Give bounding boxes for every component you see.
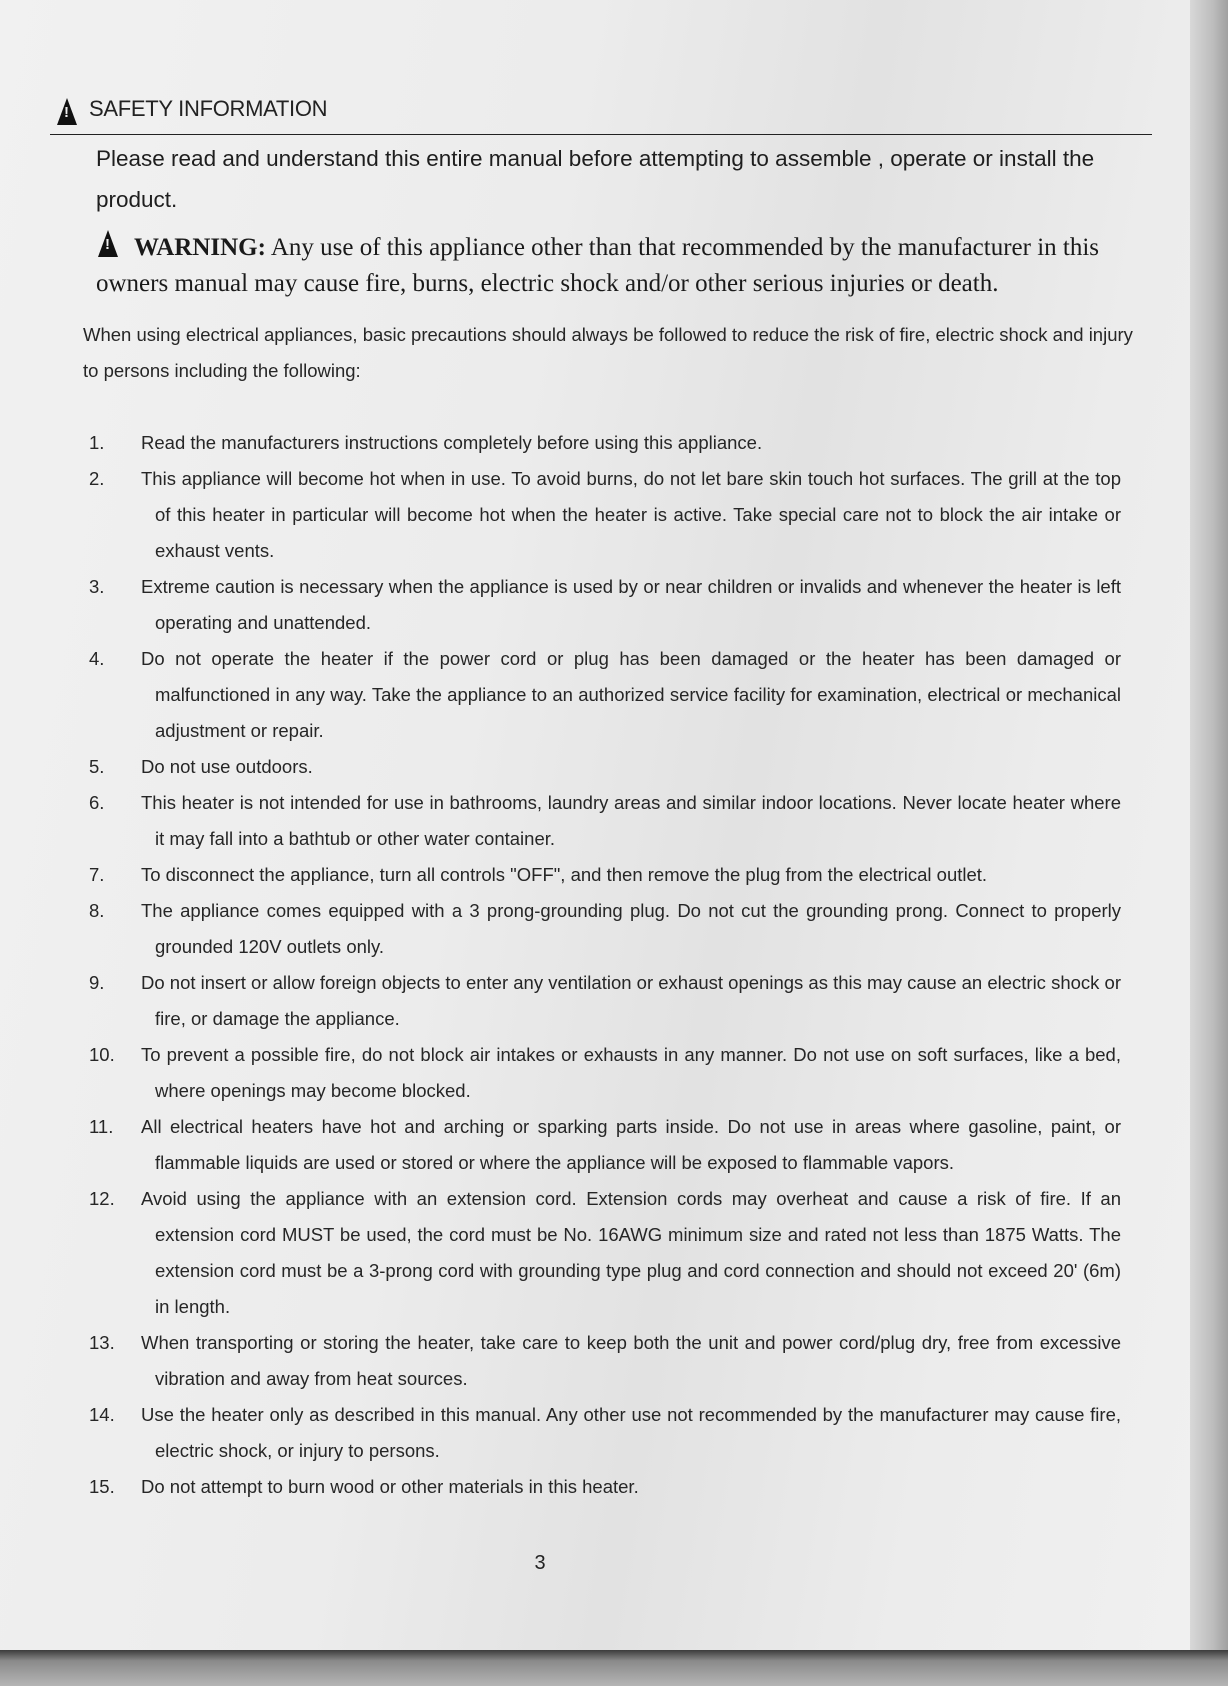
list-item-text: Do not operate the heater if the power cord or plug has been damaged or the heater has been damaged or malfunctioned in any way. Take the appliance to an authorized service facility for examination, electrical or mechanical adjustment or repair. (141, 648, 1121, 741)
list-item (89, 1325, 1121, 1397)
list-item-text: The appliance comes equipped with a 3 prong-grounding plug. Do not cut the grounding prong. Connect to properly grounded 120V outlets only. (141, 900, 1121, 957)
list-item-number: 12. (89, 1188, 115, 1209)
list-item-number: 5. (89, 756, 105, 777)
page-edge-shadow (0, 1650, 1228, 1686)
safety-list (89, 425, 1121, 1505)
list-item (89, 641, 1121, 749)
list-item (89, 893, 1121, 965)
warning-triangle-icon (57, 98, 77, 125)
list-item (89, 1181, 1121, 1325)
list-item (89, 1469, 1121, 1505)
list-item-number: 13. (89, 1332, 115, 1353)
list-item (89, 749, 1121, 785)
list-item-number: 7. (89, 864, 105, 885)
list-item-text: Do not insert or allow foreign objects to enter any ventilation or exhaust openings as this may cause an electric shock or fire, or damage the appliance. (141, 972, 1121, 1029)
list-item (89, 785, 1121, 857)
list-item (89, 965, 1121, 1037)
list-item-number: 1. (89, 432, 105, 453)
list-item-number: 14. (89, 1404, 115, 1425)
list-item-text: To disconnect the appliance, turn all controls "OFF", and then remove the plug from the electrical outlet. (141, 864, 988, 885)
list-item-text: When transporting or storing the heater, take care to keep both the unit and power cord/plug dry, free from excessive vibration and away from heat sources. (141, 1332, 1121, 1389)
list-item-number: 10. (89, 1044, 115, 1065)
list-item (89, 1109, 1121, 1181)
list-item-number: 3. (89, 576, 105, 597)
section-header (50, 90, 1152, 135)
list-item-text: To prevent a possible fire, do not block air intakes or exhausts in any manner. Do not use on soft surfaces, like a bed, where openings may become blocked. (141, 1044, 1121, 1101)
list-item-text: This heater is not intended for use in bathrooms, laundry areas and similar indoor locations. Never locate heater where it may fall into a bathtub or other water container. (141, 792, 1121, 849)
list-item-text: Use the heater only as described in this manual. Any other use not recommended by the manufacturer may cause fire, electric shock, or injury to persons. (141, 1404, 1121, 1461)
precautions-intro: When using electrical appliances, basic precautions should always be followed to reduce the risk of fire, electric shock and injury to persons including the following: (83, 324, 1133, 381)
list-item (89, 461, 1121, 569)
list-item (89, 857, 1121, 893)
list-item-text: Extreme caution is necessary when the appliance is used by or near children or invalids and whenever the heater is left operating and unattended. (141, 576, 1121, 633)
warning-text: Any use of this appliance other than that recommended by the manufacturer in this owners manual may cause fire, burns, electric shock and/or other serious injuries or death. (96, 234, 1100, 297)
list-item-text: Do not use outdoors. (141, 756, 313, 777)
list-item-number: 15. (89, 1476, 115, 1497)
list-item-number: 2. (89, 468, 105, 489)
list-item (89, 1397, 1121, 1469)
list-item-number: 6. (89, 792, 105, 813)
list-item (89, 1037, 1121, 1109)
list-item-text: Read the manufacturers instructions completely before using this appliance. (141, 432, 763, 453)
list-item-text: Avoid using the appliance with an extension cord. Extension cords may overheat and cause a risk of fire. If an extension cord MUST be used, the cord must be No. 16AWG minimum size and rated not less than 1875 Watts. The extension cord must be a 3-prong cord with grounding type plug and cord connection and should not exceed 20' (6m) in length. (141, 1188, 1121, 1317)
warning-label: WARNING: (134, 234, 266, 261)
page-number: 3 (534, 1552, 546, 1574)
list-item-text: Do not attempt to burn wood or other materials in this heater. (141, 1476, 639, 1497)
list-item-text: All electrical heaters have hot and arching or sparking parts inside. Do not use in areas where gasoline, paint, or flammable liquids are used or stored or where the appliance will be exposed to flammable vapors. (141, 1116, 1121, 1173)
list-item-number: 4. (89, 648, 105, 669)
list-item-number: 9. (89, 972, 105, 993)
page-edge-shadow (1190, 0, 1228, 1686)
list-item-number: 11. (89, 1116, 114, 1137)
list-item-text: This appliance will become hot when in use. To avoid burns, do not let bare skin touch hot surfaces. The grill at the top of this heater in particular will become hot when the heater is active. Take special care not to block the air intake or exhaust vents. (141, 468, 1121, 561)
list-item (89, 569, 1121, 641)
list-item (89, 425, 1121, 461)
section-title: SAFETY INFORMATION (89, 96, 328, 121)
warning-block (96, 230, 1146, 302)
intro-paragraph: Please read and understand this entire manual before attempting to assemble , operate or install the product. (96, 146, 1095, 212)
warning-triangle-icon (98, 230, 118, 257)
list-item-number: 8. (89, 900, 105, 921)
